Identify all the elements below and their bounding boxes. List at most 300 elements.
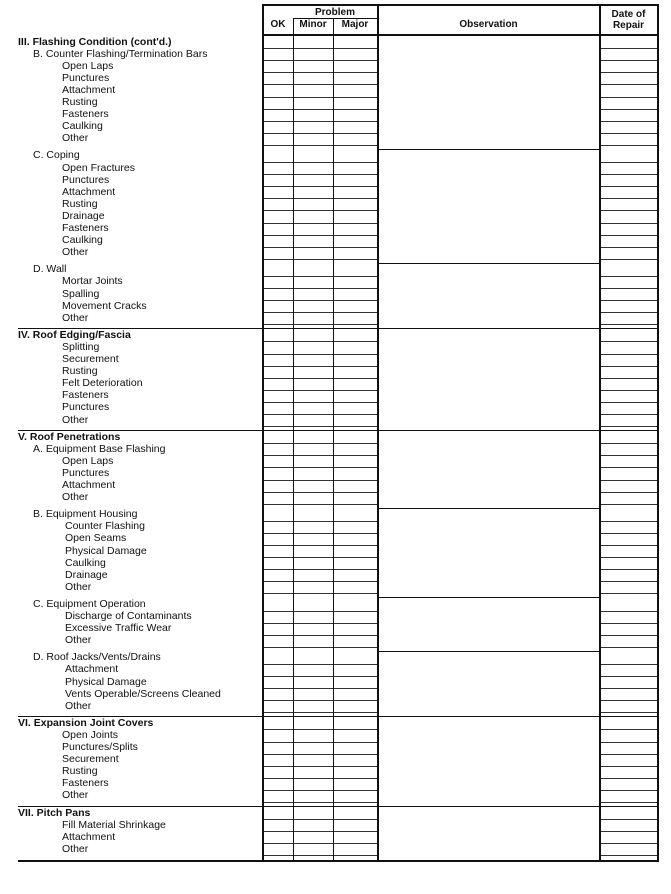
date-of-repair-cell[interactable] (601, 807, 656, 818)
minor-checkbox-cell[interactable] (294, 264, 332, 275)
minor-checkbox-cell[interactable] (294, 533, 332, 544)
major-checkbox-cell[interactable] (334, 121, 376, 132)
major-checkbox-cell[interactable] (334, 623, 376, 634)
ok-checkbox-cell[interactable] (264, 109, 292, 120)
ok-checkbox-cell[interactable] (264, 210, 292, 221)
date-of-repair-cell[interactable] (601, 36, 656, 47)
ok-checkbox-cell[interactable] (264, 480, 292, 491)
ok-checkbox-cell[interactable] (264, 831, 292, 842)
ok-checkbox-cell[interactable] (264, 778, 292, 789)
date-of-repair-cell[interactable] (601, 581, 656, 592)
date-of-repair-cell[interactable] (601, 635, 656, 646)
minor-checkbox-cell[interactable] (294, 611, 332, 622)
date-of-repair-cell[interactable] (601, 210, 656, 221)
observation-group-divider (377, 651, 600, 652)
minor-checkbox-cell[interactable] (294, 366, 332, 377)
ok-checkbox-cell[interactable] (264, 264, 292, 275)
checkbox-row-line (263, 145, 377, 146)
minor-checkbox-cell[interactable] (294, 60, 332, 71)
ok-checkbox-cell[interactable] (264, 557, 292, 568)
ok-checkbox-cell[interactable] (264, 545, 292, 556)
date-of-repair-cell[interactable] (601, 276, 656, 287)
date-of-repair-cell[interactable] (601, 174, 656, 185)
ok-checkbox-cell[interactable] (264, 843, 292, 854)
ok-checkbox-cell[interactable] (264, 467, 292, 478)
ok-column-left-border (262, 4, 264, 860)
checklist-item-label: Fasteners (62, 389, 109, 402)
ok-checkbox-cell[interactable] (264, 354, 292, 365)
minor-checkbox-cell[interactable] (294, 742, 332, 753)
subsection-title: A. Equipment Base Flashing (33, 442, 166, 455)
date-of-repair-cell[interactable] (601, 729, 656, 740)
date-of-repair-cell[interactable] (601, 455, 656, 466)
observation-box[interactable] (379, 652, 598, 717)
date-of-repair-cell[interactable] (601, 443, 656, 454)
major-checkbox-cell[interactable] (334, 198, 376, 209)
date-of-repair-cell[interactable] (601, 378, 656, 389)
major-checkbox-cell[interactable] (334, 467, 376, 478)
date-of-repair-cell[interactable] (601, 97, 656, 108)
major-checkbox-cell[interactable] (334, 378, 376, 389)
minor-checkbox-cell[interactable] (294, 717, 332, 728)
major-checkbox-cell[interactable] (334, 492, 376, 503)
ok-checkbox-cell[interactable] (264, 717, 292, 728)
major-checkbox-cell[interactable] (334, 581, 376, 592)
major-checkbox-cell[interactable] (334, 60, 376, 71)
ok-checkbox-cell[interactable] (264, 235, 292, 246)
checklist-item-label: Securement (62, 353, 119, 365)
ok-checkbox-cell[interactable] (264, 581, 292, 592)
date-of-repair-cell[interactable] (601, 84, 656, 95)
major-checkbox-cell[interactable] (334, 97, 376, 108)
major-checkbox-cell[interactable] (334, 133, 376, 144)
minor-checkbox-cell[interactable] (294, 480, 332, 491)
minor-checkbox-cell[interactable] (294, 354, 332, 365)
minor-checkbox-cell[interactable] (294, 581, 332, 592)
ok-checkbox-cell[interactable] (264, 288, 292, 299)
ok-checkbox-cell[interactable] (264, 623, 292, 634)
ok-checkbox-cell[interactable] (264, 300, 292, 311)
ok-checkbox-cell[interactable] (264, 198, 292, 209)
ok-checkbox-cell[interactable] (264, 492, 292, 503)
minor-checkbox-cell[interactable] (294, 109, 332, 120)
ok-checkbox-cell[interactable] (264, 402, 292, 413)
major-checkbox-cell[interactable] (334, 150, 376, 161)
major-checkbox-cell[interactable] (334, 288, 376, 299)
minor-checkbox-cell[interactable] (294, 223, 332, 234)
major-checkbox-cell[interactable] (334, 545, 376, 556)
major-checkbox-cell[interactable] (334, 778, 376, 789)
observation-box[interactable] (379, 509, 598, 598)
minor-checkbox-cell[interactable] (294, 843, 332, 854)
ok-checkbox-cell[interactable] (264, 84, 292, 95)
ok-checkbox-cell[interactable] (264, 276, 292, 287)
checkbox-row-line (263, 647, 377, 648)
date-of-repair-cell[interactable] (601, 480, 656, 491)
date-of-repair-cell[interactable] (601, 60, 656, 71)
ok-checkbox-cell[interactable] (264, 150, 292, 161)
minor-checkbox-cell[interactable] (294, 36, 332, 47)
major-checkbox-cell[interactable] (334, 414, 376, 425)
observation-box[interactable] (379, 341, 598, 430)
date-of-repair-cell[interactable] (601, 569, 656, 580)
minor-checkbox-cell[interactable] (294, 414, 332, 425)
ok-checkbox-cell[interactable] (264, 414, 292, 425)
observation-box[interactable] (379, 598, 598, 650)
checklist-item-label: Discharge of Contaminants (65, 610, 192, 622)
section-title: V. Roof Penetrations (18, 430, 121, 443)
section-divider (18, 328, 659, 329)
ok-checkbox-cell[interactable] (264, 366, 292, 377)
major-checkbox-cell[interactable] (334, 312, 376, 323)
minor-checkbox-cell[interactable] (294, 652, 332, 663)
ok-checkbox-cell[interactable] (264, 766, 292, 777)
minor-checkbox-cell[interactable] (294, 664, 332, 675)
checklist-item-label: Felt Deterioration (62, 377, 143, 390)
date-of-repair-cell[interactable] (601, 545, 656, 556)
date-of-repair-cell[interactable] (601, 623, 656, 634)
checklist-item-label: Other (65, 580, 92, 593)
checklist-item-label: Punctures/Splits (62, 741, 138, 753)
major-checkbox-cell[interactable] (334, 84, 376, 95)
subsection-title: C. Coping (33, 149, 80, 162)
minor-checkbox-cell[interactable] (294, 235, 332, 246)
ok-checkbox-cell[interactable] (264, 521, 292, 532)
minor-checkbox-cell[interactable] (294, 443, 332, 454)
minor-checkbox-cell[interactable] (294, 150, 332, 161)
date-of-repair-cell[interactable] (601, 766, 656, 777)
date-of-repair-cell[interactable] (601, 843, 656, 854)
date-of-repair-cell[interactable] (601, 223, 656, 234)
date-of-repair-cell[interactable] (601, 402, 656, 413)
minor-checkbox-cell[interactable] (294, 766, 332, 777)
major-checkbox-cell[interactable] (334, 635, 376, 646)
major-checkbox-cell[interactable] (334, 443, 376, 454)
checklist-item-label: Open Laps (62, 454, 114, 467)
date-of-repair-cell[interactable] (601, 431, 656, 442)
date-of-repair-cell[interactable] (601, 778, 656, 789)
minor-checkbox-cell[interactable] (294, 247, 332, 258)
major-checkbox-cell[interactable] (334, 402, 376, 413)
ok-checkbox-cell[interactable] (264, 186, 292, 197)
section-title: III. Flashing Condition (cont'd.) (18, 35, 172, 48)
ok-checkbox-cell[interactable] (264, 341, 292, 352)
minor-checkbox-cell[interactable] (294, 198, 332, 209)
ok-checkbox-cell[interactable] (264, 72, 292, 83)
date-of-repair-cell[interactable] (601, 186, 656, 197)
date-of-repair-cell[interactable] (601, 312, 656, 323)
observation-group-divider (377, 508, 600, 509)
major-checkbox-cell[interactable] (334, 766, 376, 777)
date-of-repair-cell[interactable] (601, 611, 656, 622)
minor-checkbox-cell[interactable] (294, 623, 332, 634)
major-checkbox-cell[interactable] (334, 533, 376, 544)
major-checkbox-cell[interactable] (334, 186, 376, 197)
major-checkbox-cell[interactable] (334, 276, 376, 287)
major-checkbox-cell[interactable] (334, 247, 376, 258)
checkbox-row-line (263, 712, 377, 713)
date-of-repair-cell[interactable] (601, 329, 656, 340)
ok-checkbox-cell[interactable] (264, 676, 292, 687)
major-checkbox-cell[interactable] (334, 652, 376, 663)
checkbox-row-line (263, 324, 377, 325)
minor-checkbox-cell[interactable] (294, 288, 332, 299)
date-of-repair-cell[interactable] (601, 467, 656, 478)
ok-checkbox-cell[interactable] (264, 611, 292, 622)
minor-checkbox-cell[interactable] (294, 521, 332, 532)
major-checkbox-cell[interactable] (334, 688, 376, 699)
major-checkbox-cell[interactable] (334, 676, 376, 687)
major-checkbox-cell[interactable] (334, 819, 376, 830)
minor-checkbox-cell[interactable] (294, 545, 332, 556)
major-checkbox-cell[interactable] (334, 455, 376, 466)
major-checkbox-cell[interactable] (334, 162, 376, 173)
minor-checkbox-cell[interactable] (294, 778, 332, 789)
major-checkbox-cell[interactable] (334, 329, 376, 340)
date-of-repair-cell[interactable] (601, 162, 656, 173)
minor-checkbox-cell[interactable] (294, 186, 332, 197)
date-of-repair-cell[interactable] (601, 235, 656, 246)
major-checkbox-cell[interactable] (334, 843, 376, 854)
observation-box[interactable] (379, 819, 598, 859)
major-checkbox-cell[interactable] (334, 36, 376, 47)
ok-checkbox-cell[interactable] (264, 121, 292, 132)
ok-checkbox-cell[interactable] (264, 431, 292, 442)
major-checkbox-cell[interactable] (334, 264, 376, 275)
date-of-repair-cell[interactable] (601, 48, 656, 59)
minor-checkbox-cell[interactable] (294, 635, 332, 646)
major-checkbox-cell[interactable] (334, 354, 376, 365)
major-checkbox-cell[interactable] (334, 341, 376, 352)
major-checkbox-cell[interactable] (334, 754, 376, 765)
checkbox-row-line (263, 426, 377, 427)
minor-checkbox-cell[interactable] (294, 467, 332, 478)
date-of-repair-cell[interactable] (601, 754, 656, 765)
checklist-item-label: Other (62, 132, 89, 145)
major-checkbox-cell[interactable] (334, 48, 376, 59)
major-checkbox-cell[interactable] (334, 174, 376, 185)
ok-checkbox-cell[interactable] (264, 174, 292, 185)
ok-checkbox-cell[interactable] (264, 455, 292, 466)
major-checkbox-cell[interactable] (334, 700, 376, 711)
ok-checkbox-cell[interactable] (264, 569, 292, 580)
minor-column-left-border (293, 18, 294, 860)
minor-checkbox-cell[interactable] (294, 431, 332, 442)
date-of-repair-cell[interactable] (601, 509, 656, 520)
ok-checkbox-cell[interactable] (264, 533, 292, 544)
minor-checkbox-cell[interactable] (294, 790, 332, 801)
minor-checkbox-cell[interactable] (294, 121, 332, 132)
major-checkbox-cell[interactable] (334, 431, 376, 442)
minor-checkbox-cell[interactable] (294, 754, 332, 765)
major-checkbox-cell[interactable] (334, 790, 376, 801)
ok-checkbox-cell[interactable] (264, 329, 292, 340)
date-of-repair-cell[interactable] (601, 133, 656, 144)
problem-column-header: Problem (314, 7, 355, 18)
date-of-repair-cell[interactable] (601, 288, 656, 299)
major-checkbox-cell[interactable] (334, 109, 376, 120)
major-checkbox-cell[interactable] (334, 223, 376, 234)
major-checkbox-cell[interactable] (334, 210, 376, 221)
ok-checkbox-cell[interactable] (264, 312, 292, 323)
date-of-repair-cell[interactable] (601, 598, 656, 609)
ok-checkbox-cell[interactable] (264, 742, 292, 753)
minor-checkbox-cell[interactable] (294, 831, 332, 842)
date-of-repair-cell[interactable] (601, 264, 656, 275)
major-checkbox-cell[interactable] (334, 598, 376, 609)
minor-checkbox-cell[interactable] (294, 509, 332, 520)
checklist-item-label: Physical Damage (65, 675, 147, 688)
date-of-repair-cell[interactable] (601, 414, 656, 425)
minor-checkbox-cell[interactable] (294, 390, 332, 401)
ok-checkbox-cell[interactable] (264, 509, 292, 520)
date-of-repair-cell[interactable] (601, 688, 656, 699)
major-checkbox-cell[interactable] (334, 366, 376, 377)
date-of-repair-cell[interactable] (601, 366, 656, 377)
date-of-repair-cell[interactable] (601, 652, 656, 663)
ok-checkbox-cell[interactable] (264, 635, 292, 646)
minor-checkbox-cell[interactable] (294, 819, 332, 830)
date-of-repair-cell[interactable] (601, 819, 656, 830)
minor-checkbox-cell[interactable] (294, 402, 332, 413)
observation-box[interactable] (379, 48, 598, 149)
date-of-repair-cell[interactable] (601, 790, 656, 801)
minor-checkbox-cell[interactable] (294, 341, 332, 352)
ok-checkbox-cell[interactable] (264, 390, 292, 401)
date-of-repair-cell[interactable] (601, 831, 656, 842)
minor-checkbox-cell[interactable] (294, 807, 332, 818)
minor-checkbox-cell[interactable] (294, 276, 332, 287)
major-checkbox-cell[interactable] (334, 390, 376, 401)
minor-checkbox-cell[interactable] (294, 48, 332, 59)
ok-checkbox-cell[interactable] (264, 807, 292, 818)
date-of-repair-cell[interactable] (601, 341, 656, 352)
major-checkbox-cell[interactable] (334, 717, 376, 728)
minor-checkbox-cell[interactable] (294, 729, 332, 740)
major-checkbox-cell[interactable] (334, 557, 376, 568)
major-checkbox-cell[interactable] (334, 480, 376, 491)
minor-checkbox-cell[interactable] (294, 210, 332, 221)
major-checkbox-cell[interactable] (334, 521, 376, 532)
minor-checkbox-cell[interactable] (294, 84, 332, 95)
date-of-repair-cell[interactable] (601, 390, 656, 401)
minor-checkbox-cell[interactable] (294, 133, 332, 144)
ok-checkbox-cell[interactable] (264, 378, 292, 389)
date-of-repair-cell[interactable] (601, 247, 656, 258)
ok-checkbox-cell[interactable] (264, 652, 292, 663)
minor-checkbox-cell[interactable] (294, 557, 332, 568)
ok-checkbox-cell[interactable] (264, 60, 292, 71)
date-of-repair-cell[interactable] (601, 742, 656, 753)
ok-checkbox-cell[interactable] (264, 598, 292, 609)
minor-checkbox-cell[interactable] (294, 312, 332, 323)
minor-checkbox-cell[interactable] (294, 300, 332, 311)
ok-checkbox-cell[interactable] (264, 729, 292, 740)
date-of-repair-cell[interactable] (601, 300, 656, 311)
checklist-item-label: Caulking (62, 120, 103, 133)
major-checkbox-cell[interactable] (334, 807, 376, 818)
ok-checkbox-cell[interactable] (264, 36, 292, 47)
table-bottom-border (18, 860, 659, 862)
major-checkbox-cell[interactable] (334, 569, 376, 580)
minor-checkbox-cell[interactable] (294, 97, 332, 108)
date-of-repair-cell[interactable] (601, 492, 656, 503)
checklist-item-label: Fill Material Shrinkage (62, 818, 166, 831)
date-of-repair-cell[interactable] (601, 150, 656, 161)
checklist-item-label: Rusting (62, 765, 98, 778)
minor-checkbox-cell[interactable] (294, 378, 332, 389)
minor-checkbox-cell[interactable] (294, 174, 332, 185)
minor-checkbox-cell[interactable] (294, 569, 332, 580)
ok-checkbox-cell[interactable] (264, 754, 292, 765)
checklist-item-label: Caulking (62, 234, 103, 247)
repair-date-row-line (599, 593, 657, 594)
observation-box[interactable] (379, 150, 598, 263)
observation-box[interactable] (379, 443, 598, 508)
date-of-repair-cell[interactable] (601, 664, 656, 675)
ok-checkbox-cell[interactable] (264, 790, 292, 801)
subsection-title: B. Equipment Housing (33, 508, 138, 521)
minor-checkbox-cell[interactable] (294, 676, 332, 687)
date-of-repair-cell[interactable] (601, 676, 656, 687)
minor-checkbox-cell[interactable] (294, 455, 332, 466)
date-of-repair-cell[interactable] (601, 354, 656, 365)
ok-checkbox-cell[interactable] (264, 133, 292, 144)
ok-checkbox-cell[interactable] (264, 247, 292, 258)
major-checkbox-cell[interactable] (334, 72, 376, 83)
date-of-repair-cell[interactable] (601, 700, 656, 711)
date-of-repair-cell[interactable] (601, 533, 656, 544)
checklist-item-label: Rusting (62, 96, 98, 108)
date-of-repair-cell[interactable] (601, 557, 656, 568)
minor-checkbox-cell[interactable] (294, 492, 332, 503)
major-checkbox-cell[interactable] (334, 742, 376, 753)
ok-checkbox-cell[interactable] (264, 700, 292, 711)
major-checkbox-cell[interactable] (334, 664, 376, 675)
major-checkbox-cell[interactable] (334, 235, 376, 246)
date-of-repair-header-line1: Date of (611, 9, 646, 20)
major-checkbox-cell[interactable] (334, 611, 376, 622)
minor-checkbox-cell[interactable] (294, 72, 332, 83)
date-of-repair-cell[interactable] (601, 198, 656, 209)
ok-checkbox-cell[interactable] (264, 443, 292, 454)
major-checkbox-cell[interactable] (334, 300, 376, 311)
date-of-repair-cell[interactable] (601, 121, 656, 132)
major-checkbox-cell[interactable] (334, 729, 376, 740)
observation-box[interactable] (379, 264, 598, 329)
checklist-item-label: Punctures (62, 173, 110, 186)
major-checkbox-cell[interactable] (334, 509, 376, 520)
observation-box[interactable] (379, 729, 598, 806)
date-of-repair-cell[interactable] (601, 72, 656, 83)
ok-checkbox-cell[interactable] (264, 819, 292, 830)
ok-checkbox-cell[interactable] (264, 664, 292, 675)
date-of-repair-cell[interactable] (601, 717, 656, 728)
ok-checkbox-cell[interactable] (264, 97, 292, 108)
minor-checkbox-cell[interactable] (294, 700, 332, 711)
major-checkbox-cell[interactable] (334, 831, 376, 842)
minor-checkbox-cell[interactable] (294, 329, 332, 340)
minor-checkbox-cell[interactable] (294, 162, 332, 173)
minor-checkbox-cell[interactable] (294, 688, 332, 699)
ok-checkbox-cell[interactable] (264, 162, 292, 173)
ok-checkbox-cell[interactable] (264, 48, 292, 59)
minor-checkbox-cell[interactable] (294, 598, 332, 609)
date-of-repair-cell[interactable] (601, 521, 656, 532)
date-of-repair-cell[interactable] (601, 109, 656, 120)
ok-checkbox-cell[interactable] (264, 223, 292, 234)
ok-checkbox-cell[interactable] (264, 688, 292, 699)
